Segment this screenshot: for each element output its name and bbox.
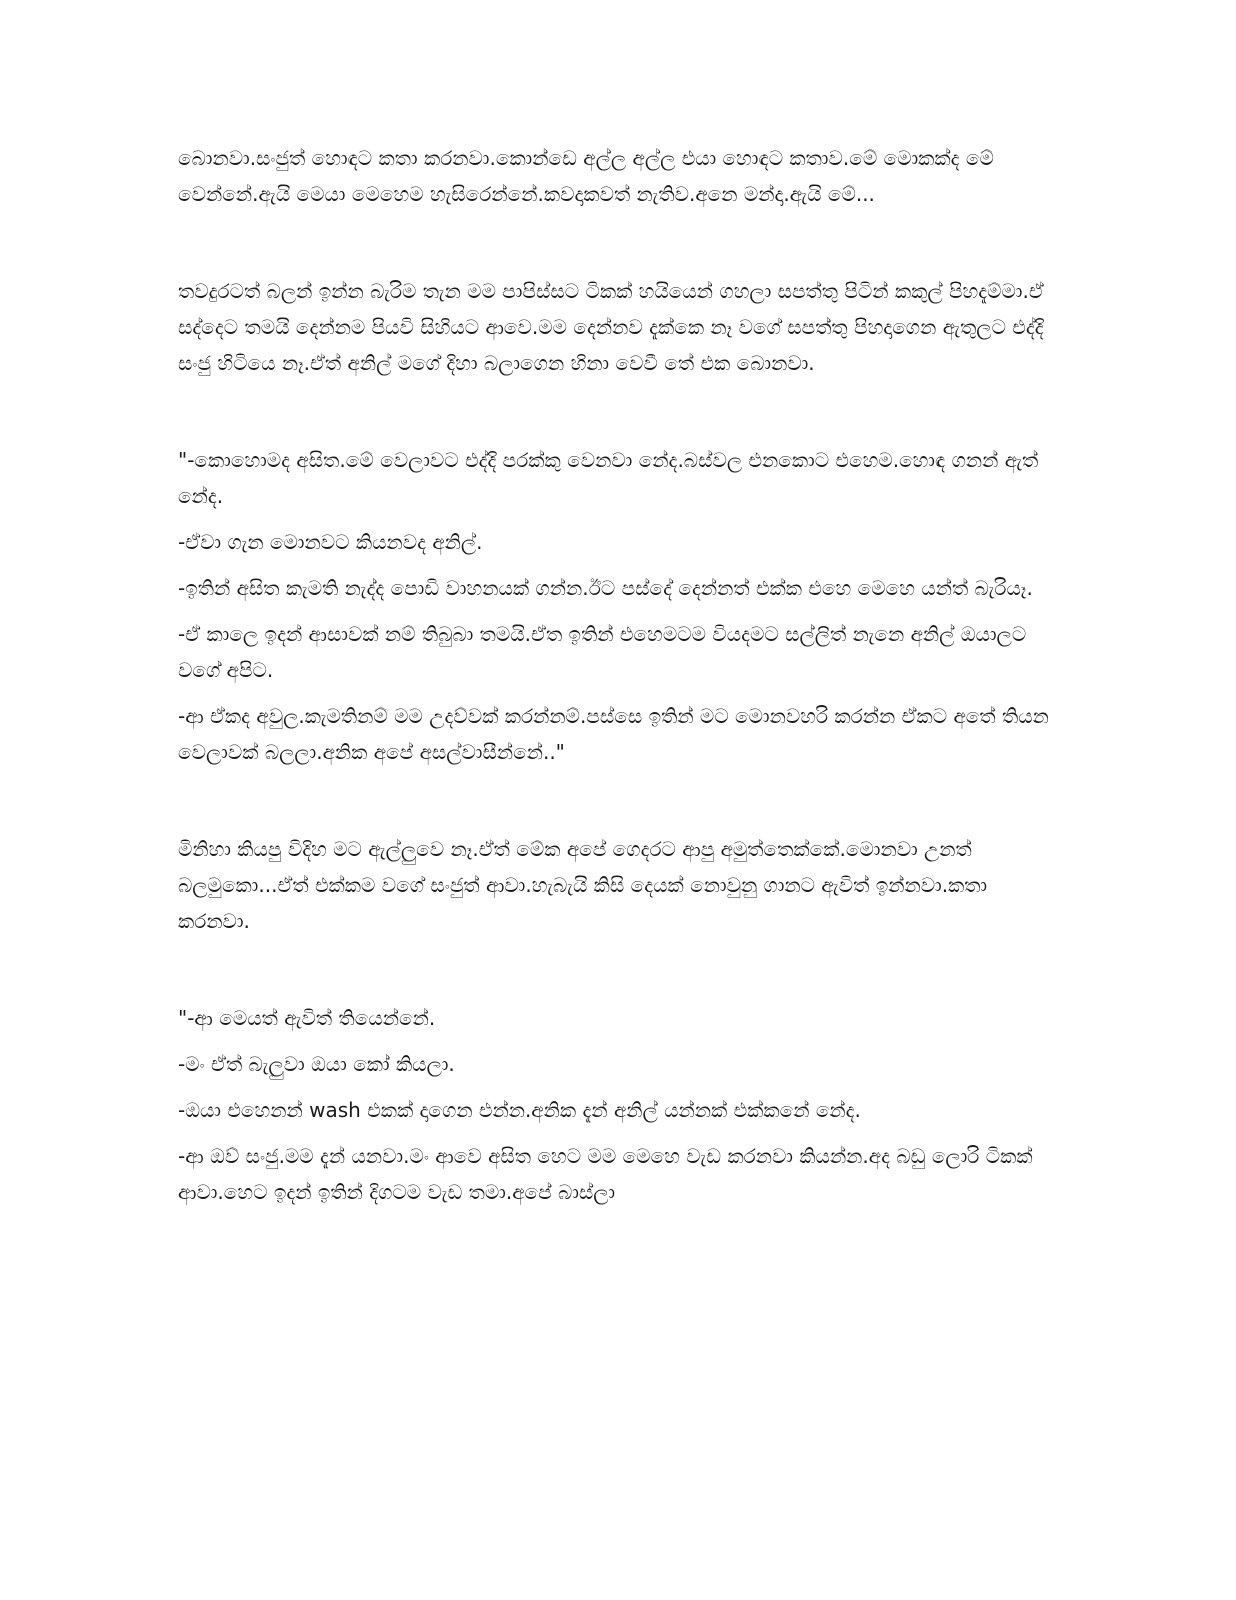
paragraph-3: මිනිහා කියපු විදිහ මට ඇල්ලුවෙ නෑ.ඒත් මේක අපේ ගෙදරට ආපු අමුත්තෙක්කේ.මොනවා උනත් බලමුකො...ඒත් එක්කම වගේ සංජුත් ආවා.හැබැයි කිසි දෙයක් නොවුනු ගානට ඇවිත් ඉන්නවා.කතා කරනවා. — [178, 837, 994, 933]
dialogue-line: -ඒ කාලෙ ඉදන් ආසාවක් නම් තිබුබා තමයි.ඒත ඉතින් එහෙමටම වියදමට සල්ලිත් නැනෙ අනිල් ඔයාලට වගේ අපිට. — [178, 622, 1033, 682]
dialogue-line: -ඒවා ගැන මොනවට කියනවද අනිල්. — [178, 530, 483, 554]
dialogue-line: -ආ ඔව් සංජු.මම දැන් යනවා.මං ආවෙ අසිත හෙට මම මෙහෙ වැඩ කරනවා කියන්න.අද බඩු ලොරි ටිකක් ආවා.හෙට ඉදන් ඉතින් දිගටම වැඩ තමා.අපේ බාස්ලා — [178, 1144, 1039, 1204]
dialogue-line: -මං ඒත් බැලුවා ඔයා කෝ කියලා. — [178, 1052, 455, 1076]
dialogue-block-1 — [178, 442, 1058, 770]
text-column — [178, 140, 1058, 1271]
paragraph-2: තවදුරටත් බලන් ඉන්න බැරිම තැන මම පාපිස්සට ටිකක් හයියෙන් ගහලා සපත්තු පිටින් කකුල් පිහදැම්මා.ඒ සද්දෙට තමයි දෙන්නම පියවි සිහියට ආවෙ.මම දෙන්නව දැක්කෙ නෑ වගේ සපත්තු පිහදාගෙන ඇතුලට එද්දි සංජු හිටියෙ නෑ.ඒත් අනිල් මගේ දිහා බලාගෙන හිනා වෙවී තේ එක බොනවා. — [178, 279, 1051, 375]
paragraph-1: බොනවා.සංජුත් හොඳට කතා කරනවා.කොන්ඩෙ අල්ල අල්ල එයා හොඳට කතාව.මේ මොකක්ද මේ වෙන්නේ.ඇයි මෙයා මෙහෙම හැසිරෙන්නේ.කවදාකවත් නැතිව.අනෙ මන්දා.ඇයි මේ... — [178, 146, 1001, 206]
dialogue-line: "-කොහොමද අසිත.මේ වෙලාවට එද්දි පරක්කු වෙනවා නේද.බස්වල එනකොට එහෙම.හොඳ ගනන් ඇත් නේද. — [178, 448, 1045, 508]
dialogue-block-2 — [178, 1000, 1058, 1210]
dialogue-line: -ආ ඒකද අවුල.කැමතිනම් මම උදව්වක් කරන්නම්.පස්සෙ ඉතින් මට මොනවහරි කරන්න ඒකට අතේ තියන වෙලාවක් බලලා.අනික අපේ අසල්වාසීන්නේ.." — [178, 704, 1056, 764]
dialogue-line: -ඉතින් අසිත කැමති නැද්ද පොඩි වාහනයක් ගන්න.ඊට පස්දේ දෙන්නත් එක්ක එහෙ මෙහෙ යන්ත් බැරියෑ. — [178, 576, 1033, 600]
dialogue-line: -ඔයා එහෙනන් wash එකක් දාගෙන එන්න.අනික දැන් අනිල් යන්නක් එක්කනේ නේද. — [178, 1098, 861, 1122]
dialogue-line: "-ආ මෙයත් ඇවිත් තියෙන්නේ. — [178, 1006, 436, 1030]
